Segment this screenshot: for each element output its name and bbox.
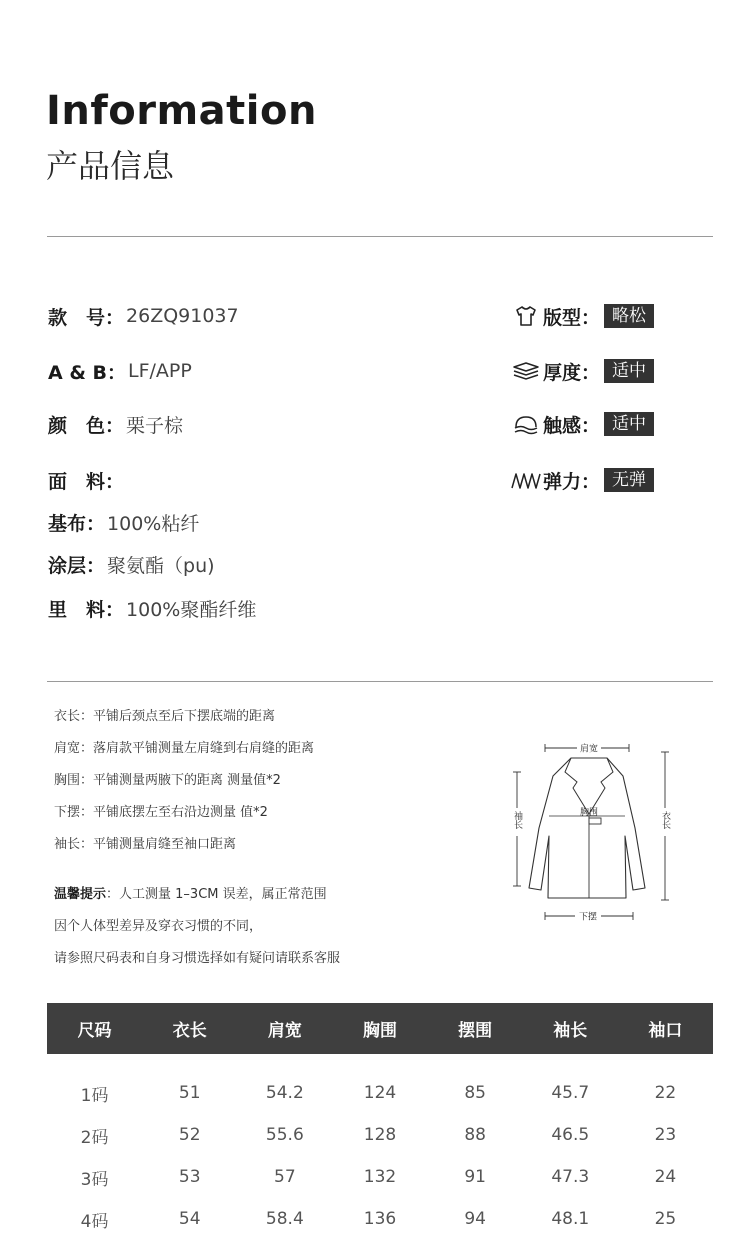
- info-label: 面 料：: [48, 470, 125, 493]
- info-label: 款 号：: [48, 306, 125, 329]
- table-cell: 136: [363, 1209, 397, 1229]
- info-row-base-cloth: [48, 507, 199, 537]
- info-row-ab: [48, 356, 192, 386]
- info-value: 26ZQ91037: [126, 305, 239, 327]
- diagram-label-sleeve: 袖长: [512, 811, 522, 829]
- table-cell: 46.5: [551, 1125, 590, 1145]
- table-cell: 22: [654, 1083, 677, 1103]
- table-cell: 52: [178, 1125, 201, 1145]
- table-cell: 3码: [80, 1169, 109, 1190]
- info-label: A & B：: [48, 361, 126, 384]
- info-row-style-number: [48, 301, 239, 331]
- attr-row-thickness: [511, 356, 654, 386]
- table-cell: 55.6: [265, 1125, 304, 1145]
- page-title-cn: 产品信息: [46, 147, 175, 185]
- top-divider: [47, 236, 713, 237]
- diagram-label-shoulder: 肩宽: [579, 744, 599, 755]
- diagram-label-hem: 下摆: [578, 912, 598, 923]
- table-cell: 51: [178, 1083, 201, 1103]
- info-label: 涂层：: [48, 554, 106, 577]
- table-cell: 2码: [80, 1127, 109, 1148]
- attr-row-elasticity: [511, 465, 654, 495]
- info-value: 栗子棕: [126, 414, 184, 437]
- tips-text: ：人工测量 1–3CM 误差，属正常范围: [106, 887, 327, 902]
- attr-badge: 适中: [604, 412, 654, 436]
- attr-row-fit: [511, 301, 654, 331]
- tips-line-1: [54, 886, 327, 904]
- info-label: 颜 色：: [48, 414, 125, 437]
- layers-icon: [511, 359, 541, 383]
- table-cell: 25: [654, 1209, 677, 1229]
- attr-label: 弹力：: [543, 470, 601, 493]
- col-header-sleeve: 袖长: [523, 1003, 618, 1054]
- info-label: 基布：: [48, 512, 106, 535]
- page-title-en: Information: [46, 88, 317, 134]
- size-table: [47, 1003, 713, 1240]
- table-cell: 94: [464, 1209, 486, 1229]
- coat-measure-diagram: [505, 736, 680, 926]
- attr-badge: 适中: [604, 359, 654, 383]
- col-header-hem: 摆围: [428, 1003, 523, 1054]
- table-cell: 88: [464, 1125, 486, 1145]
- table-row: [47, 1114, 713, 1156]
- table-row: [47, 1072, 713, 1114]
- table-cell: 23: [654, 1125, 677, 1145]
- table-cell: 47.3: [551, 1167, 590, 1187]
- info-value: 100%粘纤: [107, 512, 200, 535]
- info-row-lining: [48, 593, 256, 623]
- info-value: 100%聚酯纤维: [126, 598, 257, 621]
- table-cell: 128: [363, 1125, 397, 1145]
- hand-touch-icon: [511, 412, 541, 436]
- info-value: 聚氨酯（pu): [107, 554, 215, 577]
- table-spacer: [47, 1054, 713, 1072]
- attr-badge: 无弹: [604, 468, 654, 492]
- measure-note: 胸围：平铺测量两腋下的距离 测量值*2: [54, 773, 281, 788]
- table-cell: 132: [363, 1167, 397, 1187]
- attr-label: 版型：: [543, 306, 601, 329]
- table-cell: 54.2: [265, 1083, 304, 1103]
- info-label: 里 料：: [48, 598, 125, 621]
- table-cell: 54: [178, 1209, 201, 1229]
- elastic-icon: [511, 468, 541, 492]
- middle-divider: [47, 681, 713, 682]
- col-header-cuff: 袖口: [618, 1003, 713, 1054]
- measure-note: 袖长：平铺测量肩缝至袖口距离: [54, 837, 237, 852]
- tips-line-3: 请参照尺码表和自身习惯选择如有疑问请联系客服: [54, 951, 341, 966]
- info-row-color: [48, 409, 183, 439]
- attr-badge: 略松: [604, 304, 654, 328]
- table-cell: 1码: [80, 1085, 109, 1106]
- col-header-chest: 胸围: [332, 1003, 427, 1054]
- info-row-fabric: [48, 465, 126, 495]
- table-cell: 91: [464, 1167, 486, 1187]
- info-value: LF/APP: [128, 360, 192, 382]
- table-cell: 124: [363, 1083, 397, 1103]
- tips-line-2: 因个人体型差异及穿衣习惯的不同，: [54, 919, 263, 934]
- table-cell: 48.1: [551, 1209, 590, 1229]
- col-header-length: 衣长: [142, 1003, 237, 1054]
- table-cell: 53: [178, 1167, 201, 1187]
- table-cell: 24: [654, 1167, 677, 1187]
- table-cell: 58.4: [265, 1209, 304, 1229]
- attr-label: 触感：: [543, 414, 601, 437]
- table-cell: 85: [464, 1083, 486, 1103]
- info-row-coating: [48, 549, 215, 579]
- measure-note: 下摆：平铺底摆左至右沿边测量 值*2: [54, 805, 268, 820]
- table-cell: 57: [274, 1167, 296, 1187]
- table-row: [47, 1198, 713, 1240]
- diagram-label-chest: 胸围: [579, 808, 599, 818]
- table-cell: 45.7: [551, 1083, 590, 1103]
- attr-row-touch: [511, 409, 654, 439]
- tips-title: 温馨提示: [54, 887, 107, 902]
- table-row: [47, 1156, 713, 1198]
- col-header-size: 尺码: [47, 1003, 142, 1054]
- attr-label: 厚度：: [543, 361, 601, 384]
- col-header-shoulder: 肩宽: [237, 1003, 332, 1054]
- size-table-header-row: [47, 1003, 713, 1054]
- measure-note: 肩宽：落肩款平铺测量左肩缝到右肩缝的距离: [54, 741, 315, 756]
- diagram-label-length: 衣长: [660, 811, 670, 829]
- shirt-icon: [511, 304, 541, 328]
- measure-note: 衣长：平铺后颈点至后下摆底端的距离: [54, 709, 276, 724]
- table-cell: 4码: [80, 1211, 109, 1232]
